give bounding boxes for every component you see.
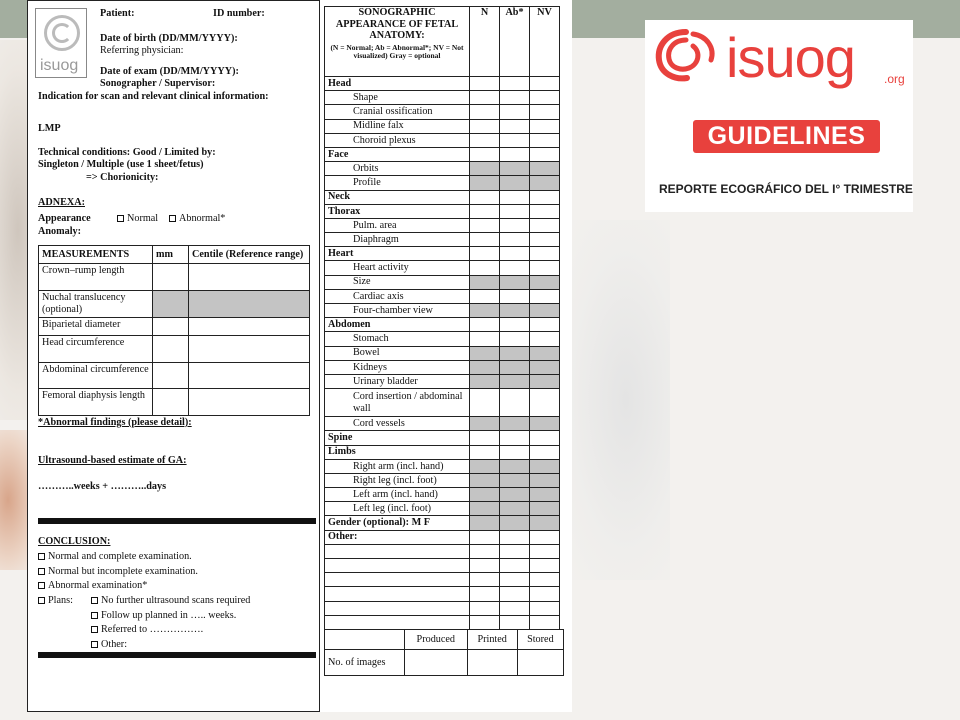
anatomy-cell-ab[interactable] xyxy=(500,559,530,573)
anatomy-cell-n[interactable] xyxy=(470,133,500,147)
anatomy-cell-nv[interactable] xyxy=(530,488,560,502)
background-photo-right xyxy=(560,220,670,580)
anatomy-cell-ab[interactable] xyxy=(500,162,530,176)
anatomy-cell-ab[interactable] xyxy=(500,488,530,502)
anatomy-cell-n xyxy=(470,431,500,445)
anatomy-cell-nv xyxy=(530,431,560,445)
anatomy-cell-nv[interactable] xyxy=(530,389,560,417)
plan-label: Other: xyxy=(101,639,128,650)
anatomy-row xyxy=(325,502,560,516)
anatomy-row-label: Pulm. area xyxy=(325,218,470,232)
anatomy-legend: (N = Normal; Ab = Abnormal*; NV = Not visualized) Gray = optional xyxy=(330,42,464,60)
lmp-label: LMP xyxy=(38,123,61,134)
anatomy-row xyxy=(325,176,560,190)
meas-row-label: Head circumference xyxy=(39,336,153,363)
singleton-multiple: Singleton / Multiple (use 1 sheet/fetus) xyxy=(38,159,204,170)
conclusion-option-normal[interactable] xyxy=(38,551,192,563)
anatomy-row-label: Midline falx xyxy=(325,119,470,133)
anatomy-cell-nv[interactable] xyxy=(530,304,560,318)
anatomy-cell-ab xyxy=(500,318,530,332)
plan-label: Follow up planned in ….. weeks. xyxy=(101,610,237,621)
meas-centile-cell[interactable] xyxy=(189,291,310,318)
adnexa-title: ADNEXA: xyxy=(38,197,85,208)
anatomy-header-cell xyxy=(325,7,470,77)
anatomy-cell-nv[interactable] xyxy=(530,587,560,601)
anatomy-cell-ab xyxy=(500,147,530,161)
report-title: REPORTE ECOGRÁFICO DEL I° TRIMESTRE xyxy=(659,182,913,196)
anatomy-cell-nv[interactable] xyxy=(530,133,560,147)
anatomy-cell-n[interactable] xyxy=(470,544,500,558)
anatomy-row xyxy=(325,119,560,133)
plan-option-other[interactable] xyxy=(91,639,127,651)
adnexa-normal-option[interactable] xyxy=(117,213,158,225)
checkbox-icon xyxy=(38,597,45,604)
technical-conditions: Technical conditions: Good / Limited by: xyxy=(38,147,216,158)
anatomy-row xyxy=(325,601,560,615)
anatomy-cell-n[interactable] xyxy=(470,119,500,133)
anatomy-cell-n[interactable] xyxy=(470,91,500,105)
conclusion-title: CONCLUSION: xyxy=(38,536,111,547)
anatomy-cell-ab[interactable] xyxy=(500,261,530,275)
anatomy-cell-nv[interactable] xyxy=(530,105,560,119)
anatomy-cell-ab[interactable] xyxy=(500,289,530,303)
anatomy-row-label: Right leg (incl. foot) xyxy=(325,473,470,487)
plan-option-follow-up[interactable] xyxy=(91,610,236,622)
anatomy-row xyxy=(325,360,560,374)
anatomy-cell-n[interactable] xyxy=(470,346,500,360)
anatomy-cell-ab[interactable] xyxy=(500,502,530,516)
anatomy-cell-ab[interactable] xyxy=(500,417,530,431)
anatomy-cell-n[interactable] xyxy=(470,304,500,318)
anatomy-row-label: Choroid plexus xyxy=(325,133,470,147)
anatomy-cell-ab xyxy=(500,247,530,261)
checkbox-icon xyxy=(38,582,45,589)
anatomy-cell-nv xyxy=(530,204,560,218)
anatomy-row xyxy=(325,261,560,275)
checkbox-icon xyxy=(91,626,98,633)
anatomy-row xyxy=(325,233,560,247)
anatomy-cell-n[interactable] xyxy=(470,105,500,119)
anatomy-cell-ab[interactable] xyxy=(500,304,530,318)
anatomy-section-row xyxy=(325,77,560,91)
anatomy-cell-ab[interactable] xyxy=(500,233,530,247)
anatomy-row-label: Cord vessels xyxy=(325,417,470,431)
meas-header-centile: Centile (Reference range) xyxy=(189,246,310,264)
meas-centile-cell[interactable] xyxy=(189,363,310,389)
anatomy-cell-n[interactable] xyxy=(470,332,500,346)
anatomy-row xyxy=(325,332,560,346)
plan-label: Referred to ……………. xyxy=(101,624,204,635)
anatomy-section-row xyxy=(325,204,560,218)
id-number-label: ID number: xyxy=(213,8,265,19)
anatomy-cell-n[interactable] xyxy=(470,587,500,601)
anatomy-cell-nv[interactable] xyxy=(530,516,560,530)
anatomy-cell-ab[interactable] xyxy=(500,176,530,190)
anatomy-title: SONOGRAPHIC APPEARANCE OF FETAL ANATOMY: xyxy=(335,7,459,41)
anatomy-row xyxy=(325,346,560,360)
anatomy-cell-nv[interactable] xyxy=(530,233,560,247)
anatomy-cell-n[interactable] xyxy=(470,289,500,303)
anatomy-cell-nv xyxy=(530,190,560,204)
adnexa-normal-label: Normal xyxy=(127,213,159,224)
anatomy-cell-ab[interactable] xyxy=(500,473,530,487)
anatomy-cell-n xyxy=(470,530,500,544)
anatomy-cell-n xyxy=(470,77,500,91)
anatomy-cell-n[interactable] xyxy=(470,218,500,232)
plan-option-referred[interactable] xyxy=(91,624,203,636)
anatomy-row-label xyxy=(325,615,470,629)
meas-row-label: Biparietal diameter xyxy=(39,318,153,336)
anatomy-cell-nv xyxy=(530,530,560,544)
anatomy-cell-n[interactable] xyxy=(470,417,500,431)
anatomy-cell-ab xyxy=(500,190,530,204)
anatomy-row-label: Other: xyxy=(325,530,470,544)
anatomy-cell-ab xyxy=(500,530,530,544)
anatomy-cell-n[interactable] xyxy=(470,176,500,190)
plan-label: No further ultrasound scans required xyxy=(101,595,251,606)
anatomy-cell-n[interactable] xyxy=(470,473,500,487)
anatomy-cell-n xyxy=(470,147,500,161)
anatomy-row-label: Limbs xyxy=(325,445,470,459)
images-table xyxy=(324,629,564,676)
anatomy-cell-n[interactable] xyxy=(470,502,500,516)
anatomy-row-label: Size xyxy=(325,275,470,289)
col-nv: NV xyxy=(530,7,560,77)
conclusion-option-incomplete[interactable] xyxy=(38,566,198,578)
anatomy-cell-n xyxy=(470,318,500,332)
anatomy-cell-ab xyxy=(500,77,530,91)
anatomy-cell-nv[interactable] xyxy=(530,573,560,587)
anatomy-section-row xyxy=(325,190,560,204)
anatomy-row xyxy=(325,389,560,417)
ga-estimate-label: Ultrasound-based estimate of GA: xyxy=(38,455,187,466)
anatomy-row-label: Heart xyxy=(325,247,470,261)
anatomy-row-label: Cardiac axis xyxy=(325,289,470,303)
anatomy-row-label: Thorax xyxy=(325,204,470,218)
anatomy-cell-ab[interactable] xyxy=(500,544,530,558)
anatomy-row xyxy=(325,459,560,473)
anatomy-cell-nv xyxy=(530,445,560,459)
anatomy-row xyxy=(325,374,560,388)
anatomy-cell-nv[interactable] xyxy=(530,502,560,516)
anatomy-row-label: Head xyxy=(325,77,470,91)
indication-label: Indication for scan and relevant clinical information: xyxy=(38,91,269,102)
anatomy-row-label: Cord insertion / abdominal wall xyxy=(325,389,470,417)
anatomy-cell-n[interactable] xyxy=(470,233,500,247)
anatomy-row-label xyxy=(325,559,470,573)
anatomy-cell-n[interactable] xyxy=(470,615,500,629)
meas-centile-cell[interactable] xyxy=(189,264,310,291)
anatomy-row xyxy=(325,473,560,487)
anatomy-cell-nv[interactable] xyxy=(530,473,560,487)
anatomy-cell-n xyxy=(470,190,500,204)
anatomy-row-label: Spine xyxy=(325,431,470,445)
images-col-stored: Stored xyxy=(517,630,563,650)
isuog-small-logo xyxy=(35,8,87,78)
anatomy-cell-nv[interactable] xyxy=(530,417,560,431)
checkbox-icon xyxy=(91,612,98,619)
anatomy-cell-n xyxy=(470,204,500,218)
meas-row-label: Crown–rump length xyxy=(39,264,153,291)
checkbox-icon xyxy=(91,597,98,604)
anatomy-row-label xyxy=(325,601,470,615)
adnexa-abnormal-option[interactable] xyxy=(169,213,225,225)
anatomy-cell-nv xyxy=(530,247,560,261)
exam-date-label: Date of exam (DD/MM/YYYY): xyxy=(100,66,239,77)
anatomy-row-label: Cranial ossification xyxy=(325,105,470,119)
anatomy-section-row xyxy=(325,147,560,161)
anatomy-section-row xyxy=(325,445,560,459)
meas-centile-cell[interactable] xyxy=(189,389,310,416)
images-col-printed: Printed xyxy=(467,630,517,650)
conclusion-option-abnormal[interactable] xyxy=(38,580,147,592)
anatomy-cell-n[interactable] xyxy=(470,374,500,388)
anatomy-cell-ab xyxy=(500,204,530,218)
sonographer-label: Sonographer / Supervisor: xyxy=(100,78,216,89)
anatomy-cell-n[interactable] xyxy=(470,488,500,502)
anatomy-cell-ab[interactable] xyxy=(500,275,530,289)
anatomy-row-label: Left leg (incl. foot) xyxy=(325,502,470,516)
anatomy-cell-nv xyxy=(530,77,560,91)
anatomy-row-label: Stomach xyxy=(325,332,470,346)
conclusion-label: Normal and complete examination. xyxy=(48,551,192,562)
anatomy-row-label: Abdomen xyxy=(325,318,470,332)
anatomy-row-label: Diaphragm xyxy=(325,233,470,247)
anatomy-row-label: Urinary bladder xyxy=(325,374,470,388)
anatomy-row xyxy=(325,573,560,587)
meas-header-mm: mm xyxy=(153,246,189,264)
images-header-blank xyxy=(325,630,405,650)
anatomy-cell-ab[interactable] xyxy=(500,587,530,601)
anatomy-cell-nv xyxy=(530,147,560,161)
anatomy-section-row xyxy=(325,247,560,261)
referring-label: Referring physician: xyxy=(100,45,184,56)
isuog-fetus-logo-icon xyxy=(653,26,719,84)
images-produced-cell[interactable] xyxy=(405,650,468,676)
col-ab: Ab* xyxy=(500,7,530,77)
meas-centile-cell[interactable] xyxy=(189,318,310,336)
meas-mm-cell[interactable] xyxy=(153,389,189,416)
images-row-label: No. of images xyxy=(325,650,405,676)
anatomy-cell-ab[interactable] xyxy=(500,133,530,147)
meas-mm-cell[interactable] xyxy=(153,318,189,336)
anatomy-row xyxy=(325,417,560,431)
weeks-days-field[interactable]: ………..weeks + ………..days xyxy=(38,481,167,492)
anatomy-cell-ab[interactable] xyxy=(500,105,530,119)
anatomy-cell-nv[interactable] xyxy=(530,346,560,360)
anatomy-row-label: Orbits xyxy=(325,162,470,176)
anatomy-section-row xyxy=(325,318,560,332)
images-stored-cell[interactable] xyxy=(517,650,563,676)
anatomy-row-label: Neck xyxy=(325,190,470,204)
anatomy-cell-nv[interactable] xyxy=(530,218,560,232)
anatomy-cell-n xyxy=(470,247,500,261)
divider-bar-bottom xyxy=(38,652,316,658)
meas-row-label: Nuchal translucency (optional) xyxy=(39,291,153,318)
anatomy-cell-nv[interactable] xyxy=(530,374,560,388)
anatomy-cell-ab[interactable] xyxy=(500,601,530,615)
abnormal-findings-label: *Abnormal findings (please detail): xyxy=(38,417,192,428)
anatomy-cell-ab xyxy=(500,431,530,445)
meas-row-label: Abdominal circumference xyxy=(39,363,153,389)
anatomy-cell-nv[interactable] xyxy=(530,601,560,615)
anatomy-cell-n xyxy=(470,445,500,459)
anatomy-row xyxy=(325,275,560,289)
chorionicity-label: => Chorionicity: xyxy=(86,172,159,183)
anatomy-cell-ab[interactable] xyxy=(500,374,530,388)
conclusion-label: Abnormal examination* xyxy=(48,580,148,591)
adnexa-appearance: Appearance xyxy=(38,213,91,224)
brand-org: .org xyxy=(884,72,905,86)
anatomy-cell-n[interactable] xyxy=(470,389,500,417)
brand-name: isuog xyxy=(726,26,855,89)
checkbox-icon xyxy=(38,553,45,560)
anatomy-cell-n[interactable] xyxy=(470,459,500,473)
meas-row-label: Femoral diaphysis length xyxy=(39,389,153,416)
anatomy-row-label: Bowel xyxy=(325,346,470,360)
meas-mm-cell[interactable] xyxy=(153,264,189,291)
anatomy-row-label: Shape xyxy=(325,91,470,105)
anatomy-cell-ab[interactable] xyxy=(500,332,530,346)
anatomy-cell-n[interactable] xyxy=(470,601,500,615)
anatomy-row-label: Face xyxy=(325,147,470,161)
plans-label: Plans: xyxy=(48,595,73,606)
anatomy-cell-ab[interactable] xyxy=(500,218,530,232)
anatomy-row-label: Gender (optional): M F xyxy=(325,516,470,530)
anatomy-cell-n[interactable] xyxy=(470,360,500,374)
adnexa-anomaly: Anomaly: xyxy=(38,226,82,237)
anatomy-cell-nv[interactable] xyxy=(530,559,560,573)
anatomy-cell-nv[interactable] xyxy=(530,162,560,176)
anatomy-cell-ab[interactable] xyxy=(500,573,530,587)
anatomy-cell-ab[interactable] xyxy=(500,91,530,105)
guidelines-badge: GUIDELINES xyxy=(693,120,880,153)
anatomy-cell-ab[interactable] xyxy=(500,119,530,133)
anatomy-row xyxy=(325,544,560,558)
anatomy-section-row xyxy=(325,431,560,445)
anatomy-cell-nv[interactable] xyxy=(530,119,560,133)
anatomy-cell-nv[interactable] xyxy=(530,91,560,105)
anatomy-row-label: Kidneys xyxy=(325,360,470,374)
images-printed-cell[interactable] xyxy=(467,650,517,676)
anatomy-cell-nv[interactable] xyxy=(530,615,560,629)
anatomy-row xyxy=(325,133,560,147)
anatomy-row-label: Profile xyxy=(325,176,470,190)
anatomy-cell-n[interactable] xyxy=(470,261,500,275)
adnexa-abnormal-label: Abnormal* xyxy=(179,213,226,224)
checkbox-icon xyxy=(117,215,124,222)
checkbox-icon xyxy=(91,641,98,648)
fetal-anatomy-table xyxy=(324,6,560,630)
anatomy-cell-nv[interactable] xyxy=(530,544,560,558)
plan-option-no-further[interactable] xyxy=(91,595,250,607)
measurements-table xyxy=(38,245,310,416)
anatomy-cell-nv xyxy=(530,318,560,332)
checkbox-icon xyxy=(169,215,176,222)
anatomy-cell-nv[interactable] xyxy=(530,459,560,473)
anatomy-row xyxy=(325,615,560,629)
anatomy-row-label: Right arm (incl. hand) xyxy=(325,459,470,473)
anatomy-cell-n[interactable] xyxy=(470,275,500,289)
anatomy-cell-n[interactable] xyxy=(470,573,500,587)
anatomy-cell-ab[interactable] xyxy=(500,360,530,374)
small-logo-text: isuog xyxy=(40,57,79,74)
anatomy-row xyxy=(325,304,560,318)
anatomy-row xyxy=(325,105,560,119)
anatomy-cell-nv[interactable] xyxy=(530,261,560,275)
anatomy-cell-n[interactable] xyxy=(470,516,500,530)
anatomy-row-label xyxy=(325,573,470,587)
meas-centile-cell[interactable] xyxy=(189,336,310,363)
meas-mm-cell[interactable] xyxy=(153,336,189,363)
anatomy-cell-ab[interactable] xyxy=(500,389,530,417)
conclusion-label: Normal but incomplete examination. xyxy=(48,566,198,577)
anatomy-row-label xyxy=(325,544,470,558)
col-n: N xyxy=(470,7,500,77)
meas-mm-cell[interactable] xyxy=(153,363,189,389)
anatomy-cell-nv[interactable] xyxy=(530,176,560,190)
anatomy-row-label: Four-chamber view xyxy=(325,304,470,318)
anatomy-cell-nv[interactable] xyxy=(530,332,560,346)
anatomy-cell-ab[interactable] xyxy=(500,346,530,360)
plans-option[interactable] xyxy=(38,595,73,607)
anatomy-cell-ab[interactable] xyxy=(500,516,530,530)
anatomy-row-label: Heart activity xyxy=(325,261,470,275)
patient-label: Patient: xyxy=(100,8,135,19)
anatomy-row xyxy=(325,289,560,303)
images-col-produced: Produced xyxy=(405,630,468,650)
anatomy-cell-n[interactable] xyxy=(470,162,500,176)
anatomy-row xyxy=(325,559,560,573)
anatomy-row xyxy=(325,587,560,601)
anatomy-row-label: Left arm (incl. hand) xyxy=(325,488,470,502)
anatomy-row xyxy=(325,162,560,176)
anatomy-row xyxy=(325,218,560,232)
meas-header: MEASUREMENTS xyxy=(39,246,153,264)
anatomy-cell-ab xyxy=(500,445,530,459)
meas-mm-cell[interactable] xyxy=(153,291,189,318)
dob-label: Date of birth (DD/MM/YYYY): xyxy=(100,33,238,44)
anatomy-cell-n[interactable] xyxy=(470,559,500,573)
anatomy-section-row xyxy=(325,516,560,530)
anatomy-cell-ab[interactable] xyxy=(500,615,530,629)
anatomy-row xyxy=(325,91,560,105)
divider-bar xyxy=(38,518,316,524)
anatomy-row xyxy=(325,488,560,502)
anatomy-cell-nv[interactable] xyxy=(530,289,560,303)
anatomy-cell-ab[interactable] xyxy=(500,459,530,473)
anatomy-row-label xyxy=(325,587,470,601)
anatomy-cell-nv[interactable] xyxy=(530,360,560,374)
checkbox-icon xyxy=(38,568,45,575)
anatomy-section-row xyxy=(325,530,560,544)
anatomy-cell-nv[interactable] xyxy=(530,275,560,289)
